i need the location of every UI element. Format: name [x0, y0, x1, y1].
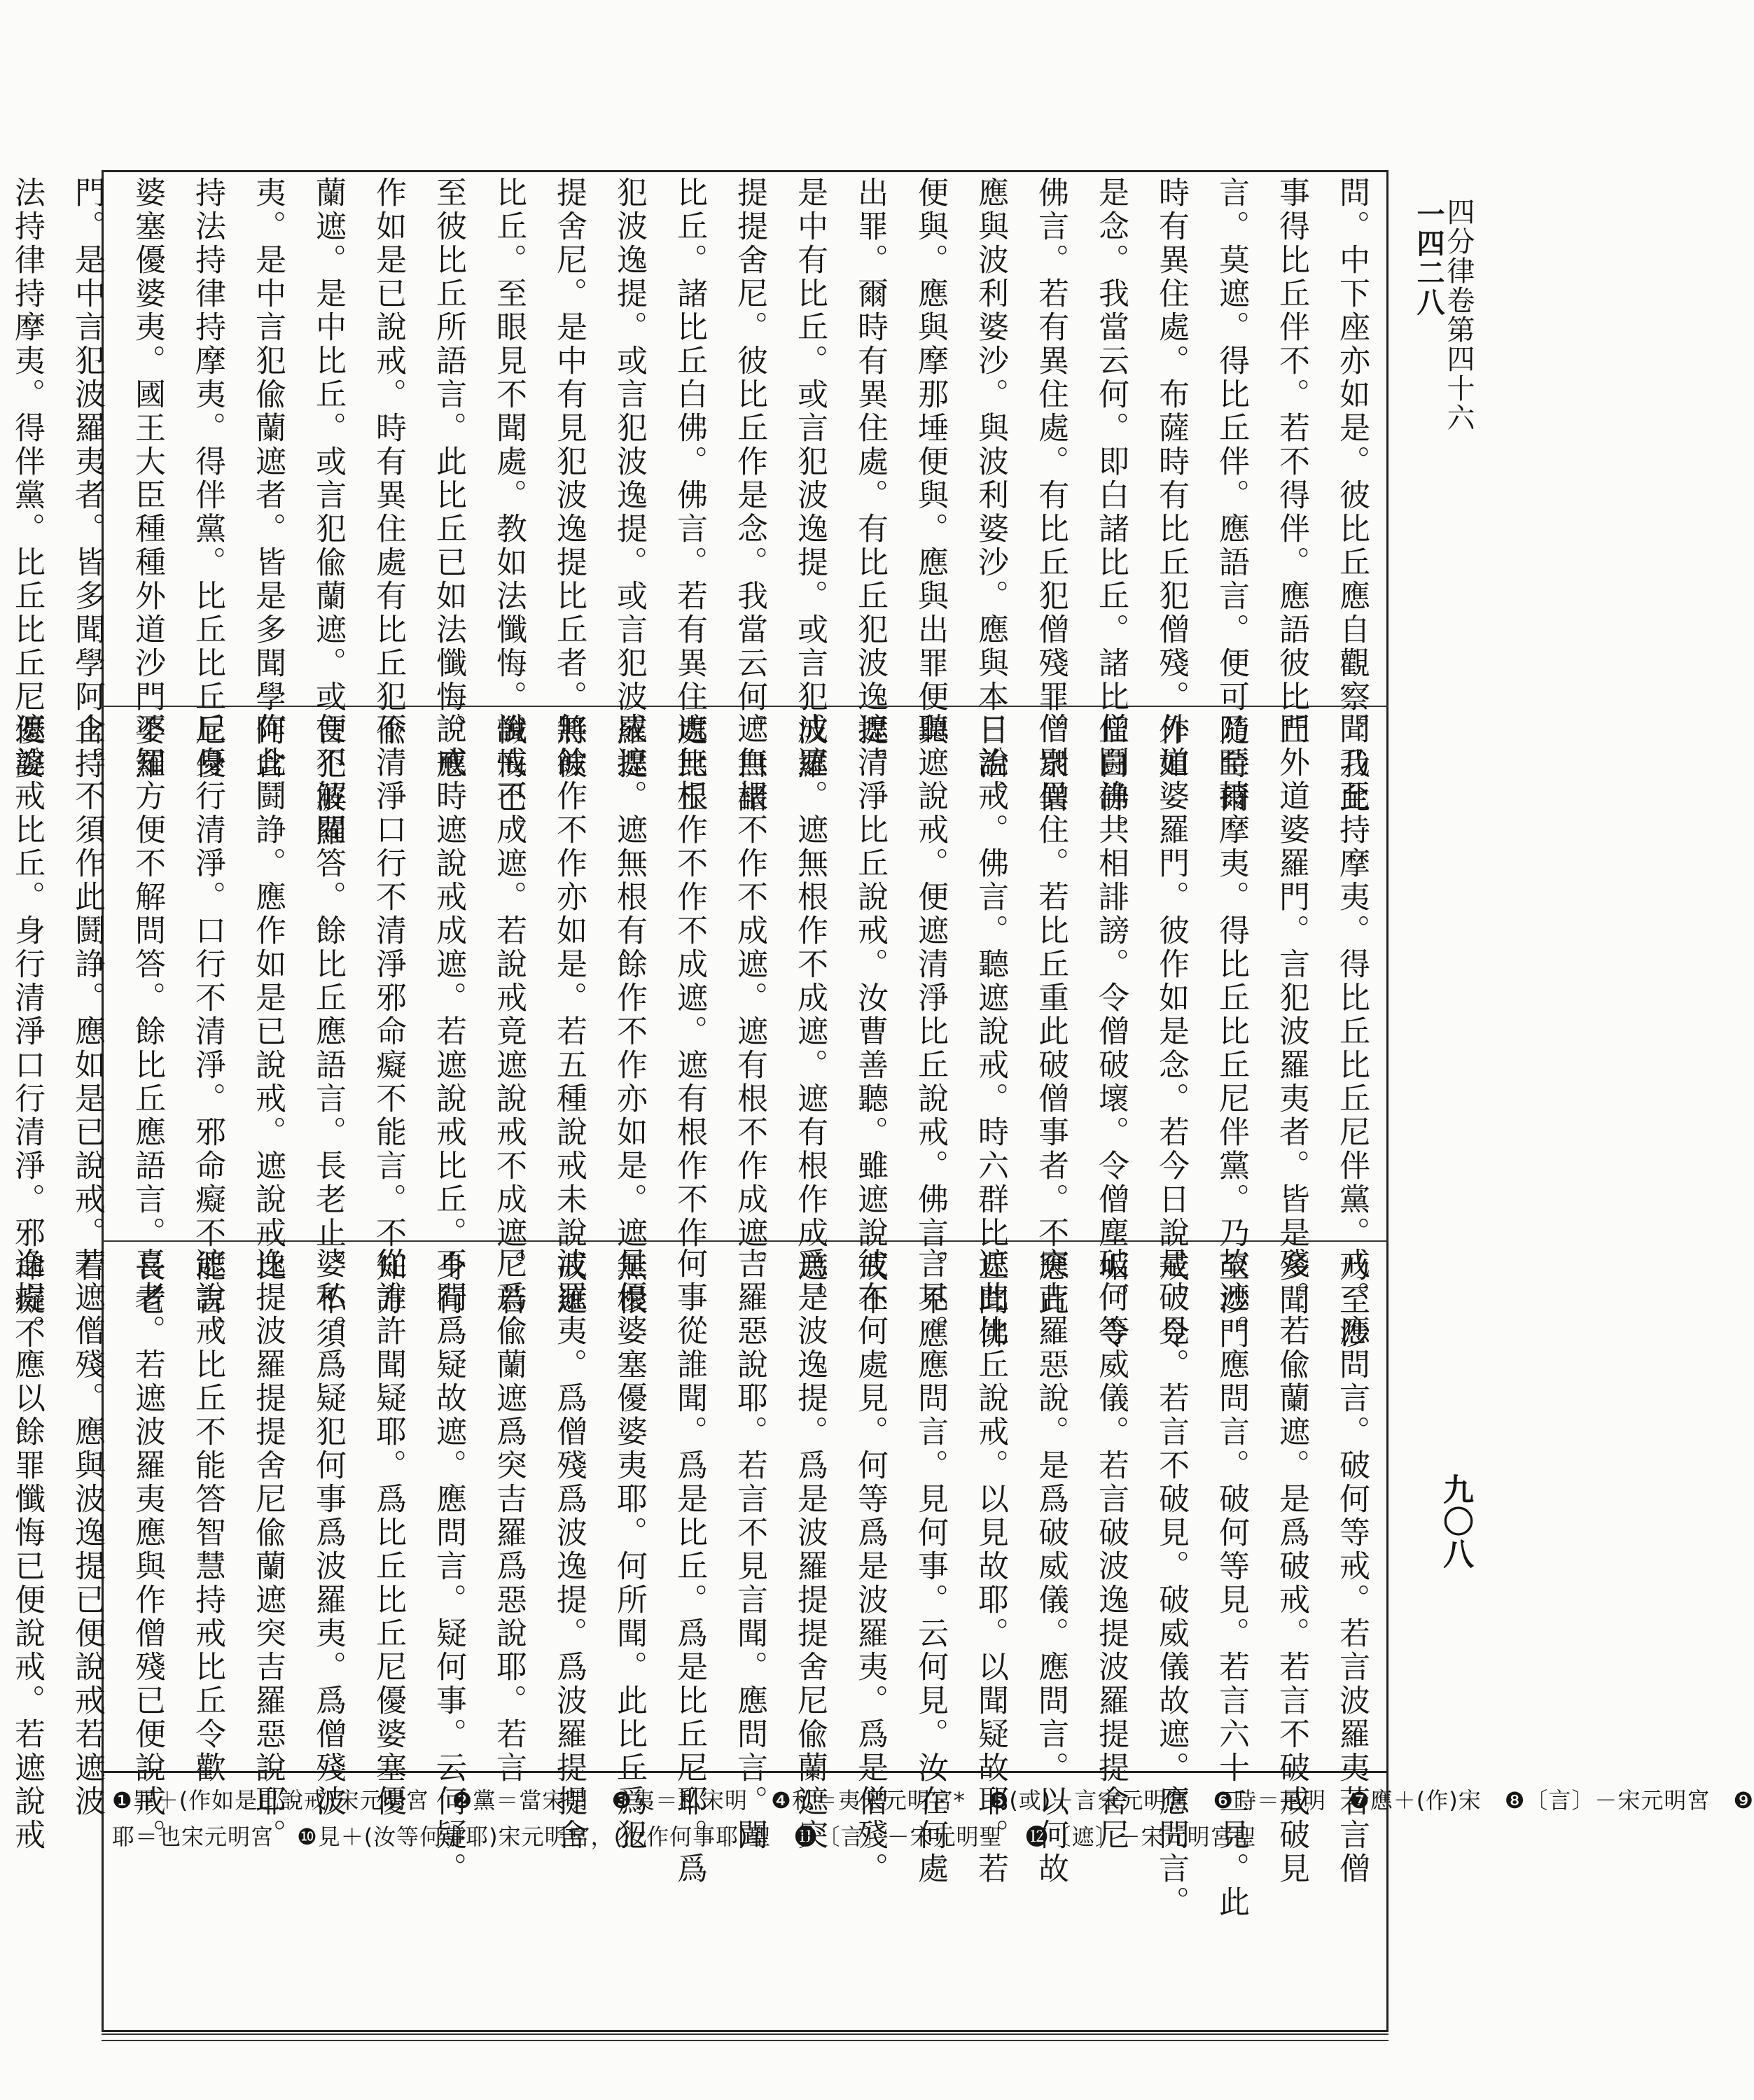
text-column: 殘。若偸蘭遮。是爲破戒。若言不破戒破見	[1274, 1247, 1309, 1886]
text-column: 日說戒。佛言。聽遮說戒。時六群比丘聞佛	[973, 713, 1008, 1351]
bottom-rule	[102, 2040, 1388, 2041]
text-column: 丘身行清淨。口行不清淨。邪命癡不能言。	[190, 713, 225, 1351]
text-column: 何事從誰聞。爲是比丘。爲是比丘尼耶。爲	[671, 1247, 707, 1886]
text-column: 遮清淨比丘說戒。汝曹善聽。雖遮說戒不	[852, 713, 888, 1317]
text-column: 尼爲偸蘭遮爲突吉羅爲惡說耶。若言	[491, 1247, 527, 1785]
text-column: 波羅夷。爲僧殘爲波逸提。爲波羅提提舍	[551, 1247, 587, 1852]
text-column: 故遮。應問言。破何等見。若言六十二見。此	[1213, 1247, 1249, 1919]
text-column: 僧別異住。若比丘重此破僧事者。不應此	[1033, 713, 1069, 1317]
text-column: 婆塞優婆夷。國王大臣種種外道沙門婆羅	[130, 176, 165, 781]
text-column: 比丘。諸比丘白佛。佛言。若有異住處比丘	[671, 176, 707, 815]
text-column: 無餘作不作亦如是。若五種說戒未說戒遮	[551, 713, 587, 1317]
text-column: 出罪。爾時有異住處。有比丘犯波逸提。	[852, 176, 888, 781]
text-column: 佛言。若有異住處。有比丘犯僧殘罪。衆僧	[1033, 176, 1069, 815]
text-column: 乃至持摩夷。得比丘比丘尼伴黨。乃至沙門	[1213, 713, 1249, 1351]
notes-divider	[102, 1771, 1388, 1773]
text-column: 時有異住處。布薩時有比丘犯僧殘。作如	[1153, 176, 1189, 781]
text-column: 是破見。若言不破見。破威儀故遮。應問言。	[1153, 1247, 1189, 1919]
page-number: 一四二八	[1412, 200, 1445, 317]
text-column: 不知方便不解問答。餘比丘應語言。長老	[130, 713, 165, 1317]
text-column: 法持律持摩夷。得伴黨。比丘比丘尼優婆	[9, 176, 45, 781]
text-column: 遮說戒比丘不能答智慧持戒比丘令歡	[190, 1247, 225, 1785]
text-column: 喜者。若遮波羅夷應與作僧殘已便說戒。	[130, 1247, 165, 1852]
text-column: 提提舍尼。彼比丘作是念。我當云何。白諸	[732, 176, 767, 815]
text-column: 作此鬪諍。應作如是已說戒。遮說戒比	[250, 713, 286, 1284]
text-column: 止。不須作此鬪諍。應如是已說戒。若	[69, 713, 105, 1284]
note-line: ❶罪＋(作如是已說戒)宋元明宮 ❷黨＝當宋明 ❸夷＝私宋明 ❹私＝夷宋元明宮* ❺(或)＋言宋元明宮 ❻時＝是明 ❼應＋(作)宋 ❽〔言〕－宋元明宮 ❾	[112, 1787, 1754, 1814]
text-column: 蘭遮。是中比丘。或言犯偸蘭遮。或言犯波羅	[310, 176, 346, 848]
text-column: 吉羅惡說耶。若言不見言聞。應問言。聞	[732, 1247, 767, 1852]
text-column: 不聞爲疑故遮。應問言。疑何事。云何疑。	[431, 1247, 466, 1886]
text-column: 聞乃至持摩夷。得比丘比丘尼伴黨。乃至沙	[1334, 713, 1370, 1351]
text-column: 至彼比丘所語言。此比丘已如法懺悔。應	[431, 176, 466, 781]
text-column: 逸提。應以餘罪懺悔已便說戒。若遮說戒	[9, 1247, 45, 1852]
text-column: 是優婆塞優婆夷耶。何所聞。此比丘爲犯	[611, 1247, 647, 1852]
text-column: 言見。應問言。見何事。云何見。汝在何處	[912, 1247, 948, 1886]
text-column: 問。中下座亦如是。彼比丘應自觀察。我此	[1334, 176, 1370, 815]
text-column: 說戒時遮說戒成遮。若遮說戒比丘。身行	[431, 713, 466, 1317]
text-column: 僧鬪諍共相誹謗。令僧破壞。令僧塵垢。令	[1093, 713, 1129, 1351]
text-column: 逸提波羅提提舍尼偸蘭遮突吉羅惡說耶。	[250, 1247, 286, 1852]
text-column: 突吉羅惡說。是爲破威儀。應問言。以何故	[1033, 1247, 1069, 1886]
text-column: 遮說戒比丘。身行清淨口行清淨。邪命癡不	[9, 713, 45, 1351]
text-column: 持法持律持摩夷。得伴黨。比丘比丘尼優	[190, 176, 225, 781]
text-column: 若遮僧殘。應與波逸提已便說戒若遮波	[69, 1247, 105, 1819]
text-column: 是念。我當云何。即白諸比丘。諸比丘白佛。	[1093, 176, 1129, 848]
text-column: 比丘。至眼見不聞處。教如法懺悔。懺悔已。	[491, 176, 527, 848]
text-register-middle	[9, 713, 1381, 1351]
text-column: 爲是波逸提。爲是波羅提提舍尼偸蘭遮突	[792, 1247, 828, 1852]
bottom-rule	[102, 2033, 1388, 2035]
text-column: 外道婆羅門。彼作如是念。若今日說戒。令	[1153, 713, 1189, 1351]
text-column: 成遮。遮無根作不成遮。遮有根作成遮。	[792, 713, 828, 1317]
note-line: 耶＝也宋元明宮 ❿見＋(汝等何事耶)宋元明宮，(汝作何事耶)聖 ⓫〔言〕－宋元明聖 ⓬〔遮〕－宋元明宮聖	[112, 1823, 1257, 1850]
text-column: 事得比丘伴不。若不得伴。應語彼比丘	[1274, 176, 1309, 748]
running-title: 四分律卷第四十六	[1442, 197, 1475, 433]
text-column: 犯波逸提。或言犯波逸提。或言犯波羅提	[611, 176, 647, 781]
text-column: 應與波利婆沙。與波利婆沙。應與本日治。	[973, 176, 1008, 815]
text-register-upper	[9, 176, 1381, 848]
text-column: 婆私。爲疑犯何事爲波羅夷。爲僧殘波	[310, 1247, 346, 1819]
text-column: 遮無根不作不成遮。遮有根不作成遮。	[732, 713, 767, 1284]
text-column: 提舍尼。是中有見犯波逸提比丘者。將彼	[551, 176, 587, 781]
text-column: 是中有比丘。或言犯波逸提。或言犯波羅	[792, 176, 828, 781]
text-column: 成遮。遮無根有餘作不作亦如是。遮無根	[611, 713, 647, 1317]
text-column: 戒。應問言。破何等戒。若言波羅夷若言僧	[1334, 1247, 1370, 1886]
folio-number: 九〇八	[1438, 1474, 1473, 1570]
text-column: 不清淨口行不清淨邪命癡不能言。不知方	[370, 713, 406, 1317]
text-column: 便與。應與摩那埵便與。應與出罪便與	[912, 176, 948, 748]
text-column: 彼在何處見。何等爲是波羅夷。爲是僧殘。	[852, 1247, 888, 1886]
text-column: 夷。是中言犯偸蘭遮者。皆是多聞學阿含	[250, 176, 286, 781]
text-column: 遮此比丘說戒。以見故耶。以聞疑故耶。若	[973, 1247, 1008, 1886]
collation-notes	[112, 1782, 1754, 1855]
text-column: 遮無根作不作不成遮。遮有根作不作	[671, 713, 707, 1250]
text-column: 從誰許聞疑耶。爲比丘比丘尼優婆塞優	[370, 1247, 406, 1819]
text-column: 便不解問答。餘比丘應語言。長老止。不須	[310, 713, 346, 1351]
text-column: 聽遮說戒。便遮清淨比丘說戒。佛言。不應	[912, 713, 948, 1351]
text-column: 破何等威儀。若言破波逸提波羅提提舍尼	[1093, 1247, 1129, 1852]
text-column: 說戒不成遮。若說戒竟遮說戒不成遮。若	[491, 713, 527, 1317]
text-column: 作如是已說戒。時有異住處有比丘犯偸	[370, 176, 406, 748]
text-column: 門外道婆羅門。言犯波羅夷者。皆是多聞	[1274, 713, 1309, 1317]
text-column: 門。是中言犯波羅夷者。皆多聞學阿含持	[69, 176, 105, 781]
text-column: 言。莫遮。得比丘伴。應語言。便可隨時爾	[1213, 176, 1249, 815]
